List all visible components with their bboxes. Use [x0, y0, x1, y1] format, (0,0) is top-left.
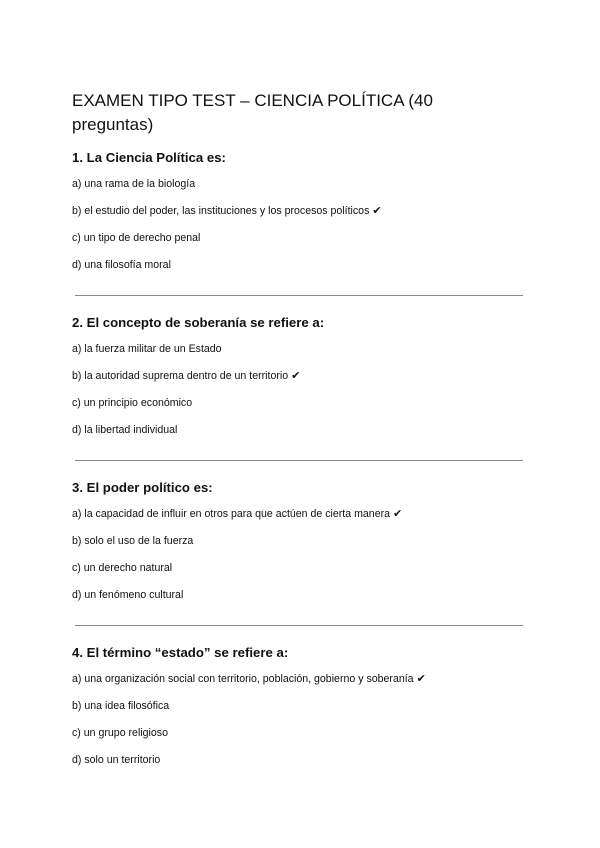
answer-option-correct: a) una organización social con territorio, población, gobierno y soberanía ✔ [72, 673, 426, 685]
question-4 [72, 644, 542, 767]
answer-option: c) un principio económico [72, 397, 193, 409]
answer-option: d) la libertad individual [72, 424, 178, 436]
question-3 [72, 479, 542, 602]
answer-option: a) una rama de la biología [72, 178, 196, 190]
answer-option: d) una filosofía moral [72, 259, 171, 271]
check-mark-icon: ✔ [372, 205, 382, 217]
check-mark-icon: ✔ [393, 508, 403, 520]
answer-option: d) solo un territorio [72, 754, 161, 766]
answer-option: b) una idea filosófica [72, 700, 170, 712]
question-2 [72, 314, 542, 437]
section-divider [75, 625, 523, 626]
check-mark-icon: ✔ [291, 370, 301, 382]
answer-option-correct: b) la autoridad suprema dentro de un territorio ✔ [72, 370, 301, 382]
section-divider [75, 295, 523, 296]
question-heading: 1. La Ciencia Política es: [72, 150, 226, 165]
answer-option: b) solo el uso de la fuerza [72, 535, 194, 547]
answer-option-correct: b) el estudio del poder, las instituciones y los procesos políticos ✔ [72, 205, 382, 217]
answer-option: a) la fuerza militar de un Estado [72, 343, 222, 355]
answer-option-correct: a) la capacidad de influir en otros para que actúen de cierta manera ✔ [72, 508, 403, 520]
answer-option: c) un tipo de derecho penal [72, 232, 201, 244]
question-heading: 2. El concepto de soberanía se refiere a: [72, 315, 325, 330]
check-mark-icon: ✔ [416, 673, 426, 685]
section-divider [75, 460, 523, 461]
answer-option: c) un derecho natural [72, 562, 173, 574]
question-heading: 3. El poder político es: [72, 480, 213, 495]
question-heading: 4. El término “estado” se refiere a: [72, 645, 289, 660]
answer-option: d) un fenómeno cultural [72, 589, 184, 601]
question-1 [72, 149, 542, 272]
answer-option: c) un grupo religioso [72, 727, 168, 739]
page-title: EXAMEN TIPO TEST – CIENCIA POLÍTICA (40 preguntas) [72, 91, 433, 134]
